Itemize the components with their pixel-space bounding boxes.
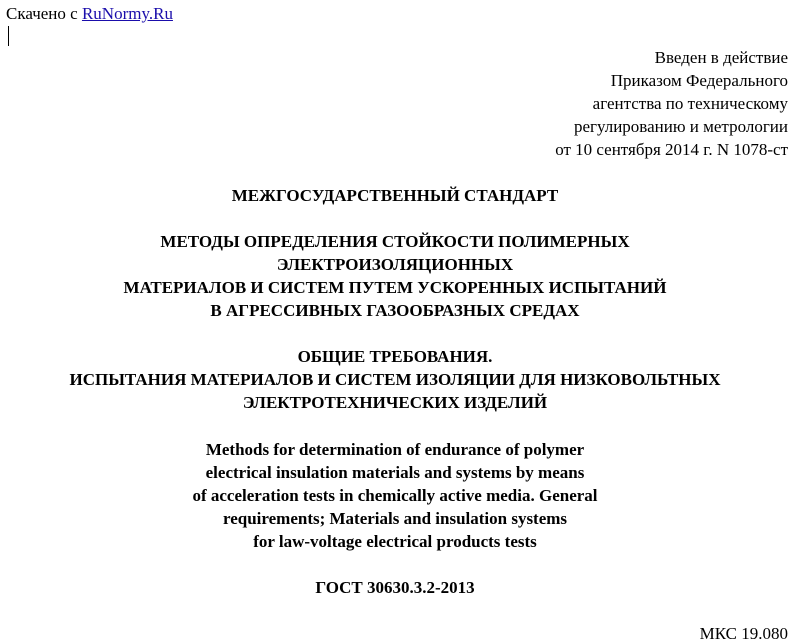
english-title-line: electrical insulation materials and systems by means [205,463,585,482]
enactment-line: от 10 сентября 2014 г. N 1078-ст [555,140,788,159]
english-title [0,438,790,553]
russian-title-line: МАТЕРИАЛОВ И СИСТЕМ ПУТЕМ УСКОРЕННЫХ ИСПЫТАНИЙ [123,278,667,297]
russian-subtitle-line: ОБЩИЕ ТРЕБОВАНИЯ. [297,347,493,366]
enactment-line: Введен в действие [654,48,788,67]
enactment-line: агентства по техническому [592,94,788,113]
enactment-line: Приказом Федерального [610,71,788,90]
enactment-line: регулированию и метрологии [573,117,788,136]
russian-title-line: В АГРЕССИВНЫХ ГАЗООБРАЗНЫХ СРЕДАХ [210,301,580,320]
english-title-line: of acceleration tests in chemically active media. General [192,486,598,505]
russian-title-line: МЕТОДЫ ОПРЕДЕЛЕНИЯ СТОЙКОСТИ ПОЛИМЕРНЫХ [160,232,630,251]
russian-subtitle [0,345,790,414]
mks-code: МКС 19.080 [699,624,788,643]
russian-title-line: ЭЛЕКТРОИЗОЛЯЦИОННЫХ [276,255,514,274]
enactment-block [555,46,788,161]
russian-subtitle-line: ЭЛЕКТРОТЕХНИЧЕСКИХ ИЗДЕЛИЙ [242,393,548,412]
text-cursor [8,26,9,46]
download-prefix: Скачено с [6,4,82,23]
russian-subtitle-line: ИСПЫТАНИЯ МАТЕРИАЛОВ И СИСТЕМ ИЗОЛЯЦИИ ДЛЯ НИЗКОВОЛЬТНЫХ [69,370,721,389]
english-title-line: for law-voltage electrical products tests [253,532,537,551]
english-title-line: Methods for determination of endurance of polymer [205,440,585,459]
russian-title [0,230,790,322]
document-type-heading: МЕЖГОСУДАРСТВЕННЫЙ СТАНДАРТ [231,186,559,205]
gost-number: ГОСТ 30630.3.2-2013 [315,578,475,597]
english-title-line: requirements; Materials and insulation systems [222,509,568,528]
download-source-line [6,2,173,25]
runormy-link[interactable]: RuNormy.Ru [81,4,173,23]
